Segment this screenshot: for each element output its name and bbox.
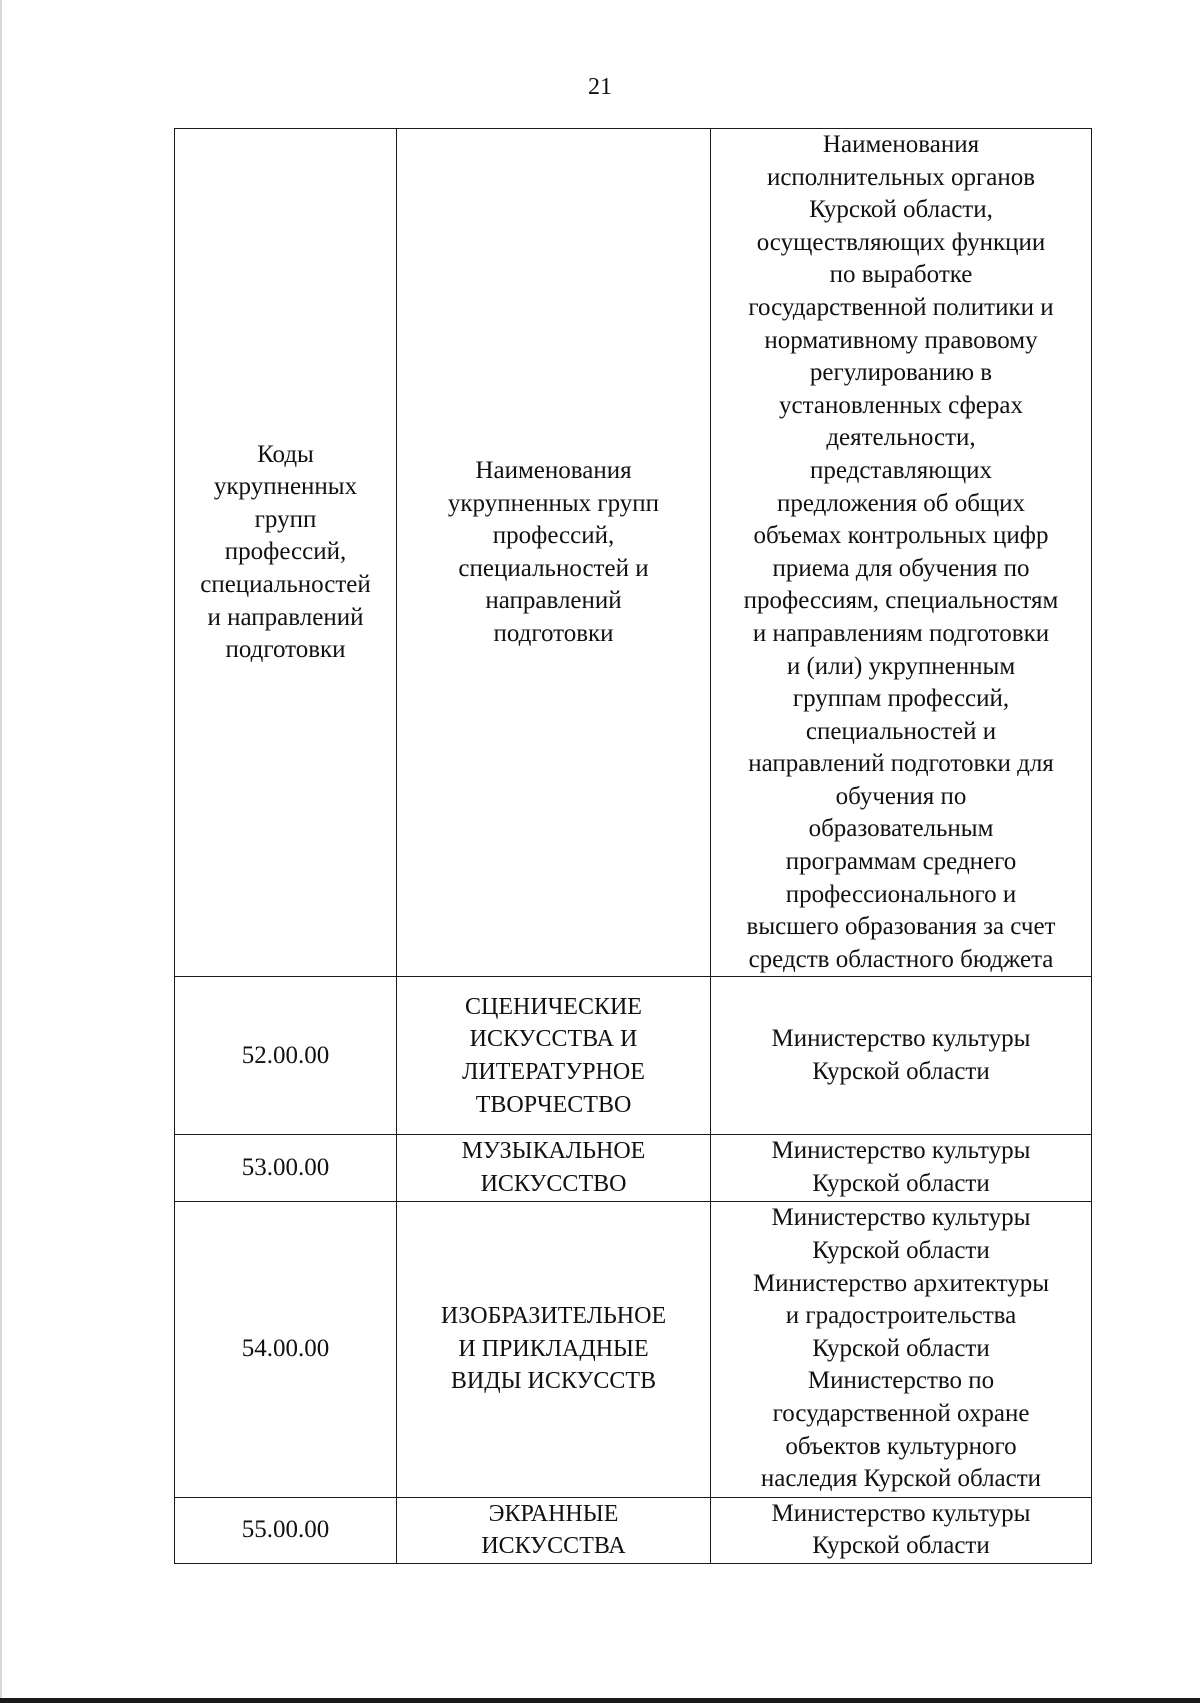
name-text: ИЗОБРАЗИТЕЛЬНОЕ И ПРИКЛАДНЫЕ ВИДЫ ИСКУССТВ (440, 1303, 667, 1395)
cell-code (175, 977, 397, 1135)
code-text: 54.00.00 (241, 1334, 330, 1362)
header-org-text: Наименования исполнительных органов Курской области, осуществляющих функции по выработке государственной политики и нормативному правовому регулированию в установленных сферах деятельности, представляющих предложения об общих объемах контрольных цифр приема для обучения по профессиям, специальностям и направлениям подготовки и (или) укрупненным группам профессий, специальностей и направлений подготовки для обучения по образовательным программам среднего профессионального и высшего образования за счет средств областного бюджета (743, 131, 1059, 973)
cell-org (711, 1135, 1092, 1201)
cell-org (711, 1497, 1092, 1563)
name-text: СЦЕНИЧЕСКИЕ ИСКУССТВА И ЛИТЕРАТУРНОЕ ТВОРЧЕСТВО (462, 993, 645, 1118)
name-text: ЭКРАННЫЕ ИСКУССТВА (481, 1500, 626, 1560)
code-text: 53.00.00 (241, 1153, 330, 1181)
page-number: 21 (588, 74, 612, 100)
header-code-text: Коды укрупненных групп профессий, специальностей и направлений подготовки (200, 440, 371, 664)
header-name-text: Наименования укрупненных групп профессий, специальностей и направлений подготовки (447, 456, 660, 647)
cell-name (397, 1497, 711, 1563)
name-text: МУЗЫКАЛЬНОЕ ИСКУССТВО (461, 1138, 646, 1198)
cell-name (397, 977, 711, 1135)
table-header-row (175, 129, 1092, 977)
code-text: 55.00.00 (241, 1515, 330, 1543)
header-cell-code (175, 129, 397, 977)
table-row (175, 977, 1092, 1135)
cell-org (711, 1201, 1092, 1497)
data-table (174, 128, 1092, 1564)
org-text: Министерство культуры Курской области (771, 1025, 1031, 1085)
cell-org (711, 977, 1092, 1135)
table-row (175, 1135, 1092, 1201)
scan-left-edge (0, 0, 2, 1703)
org-text: Министерство культуры Курской области (771, 1137, 1031, 1198)
header-cell-name (397, 129, 711, 977)
scan-bottom-edge (0, 1698, 1200, 1703)
cell-code (175, 1201, 397, 1497)
cell-name (397, 1135, 711, 1201)
cell-code (175, 1497, 397, 1563)
cell-name (397, 1201, 711, 1497)
org-text: Министерство культуры Курской области (771, 1499, 1031, 1560)
header-cell-org (711, 129, 1092, 977)
cell-code (175, 1135, 397, 1201)
org-text: Министерство культуры Курской области Министерство архитектуры и градостроительства Курской области Министерство по государственной охране объектов культурного наследия Курской области (752, 1204, 1050, 1493)
code-text: 52.00.00 (241, 1041, 330, 1069)
table-row (175, 1497, 1092, 1563)
table-row (175, 1201, 1092, 1497)
